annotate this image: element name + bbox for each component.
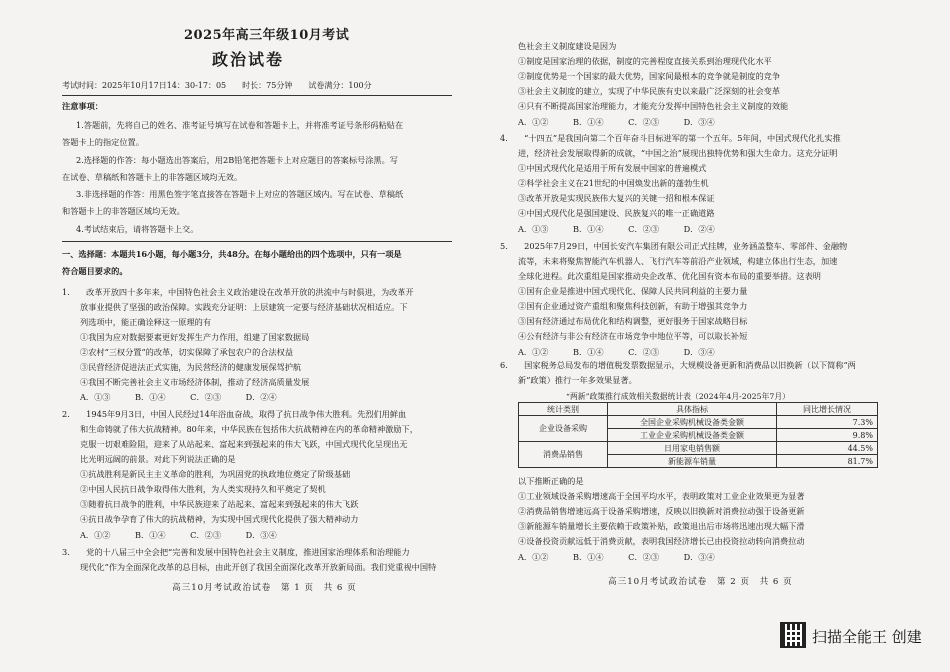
question-4-option: ④中国式现代化是强国建设、民族复兴的唯一正确道路 <box>518 208 715 218</box>
notice-line: 2.选择题的作答：每小题选出答案后，用2B铅笔把答题卡上对应题目的答案标号涂黑。写 <box>76 155 398 165</box>
question-3-option: ③社会主义制度的建立，实现了中华民族有史以来最广泛深刻的社会变革 <box>518 86 781 96</box>
scanner-watermark: 扫描全能王 创建 <box>812 628 922 646</box>
question-4-line: 4. “十四五”是我国向第二个百年奋斗目标进军的第一个五年。5年间，中国式现代化扎实推 <box>500 133 841 143</box>
question-3-option: ①制度是国家治理的依据，制度的完善程度直接关系到治理现代化水平 <box>518 56 772 66</box>
notice-line: 4.考试结束后，请将答题卡上交。 <box>76 224 199 234</box>
table-cell: 工业企业采购机械设备类金额 <box>608 429 777 442</box>
question-5-option: ②国有企业通过资产重组和聚焦科技创新，有助于增强其竞争力 <box>518 301 748 311</box>
question-4-line: 进，经济社会发展取得新的成就，“中国之治”展现出独特优势和强大生命力。这充分证明 <box>518 148 838 158</box>
question-4-option: ③改革开放是实现民族伟大复兴的关键一招和根本保证 <box>518 193 715 203</box>
table-header: 同比增长情况 <box>777 403 878 416</box>
notice-line: 在试卷、草稿纸和答题卡上的非答题区域均无效。 <box>62 172 243 182</box>
table-cell: 9.8% <box>777 429 878 442</box>
question-5-line: 5. 2025年7月29日，中国长安汽车集团有限公司正式挂牌，业务涵盖整车、零部件、金融物 <box>500 241 848 251</box>
question-1-line: 列选项中，能正确诠释这一原理的有 <box>80 317 212 327</box>
question-3-cont: 色社会主义制度建设是因为 <box>518 41 617 51</box>
table-cell: 7.3% <box>777 416 878 429</box>
table-caption: “两新”政策推行成效相关数据统计表（2024年4月-2025年7月） <box>566 392 790 401</box>
section-heading: 一、选择题：本题共16小题，每小题3分，共48分。在每小题给出的四个选项中，只有一项是 <box>62 249 402 259</box>
page-footer: 高三10月考试政治试卷 第 2 页 共 6 页 <box>608 577 793 587</box>
question-3-option: ④只有不断提高国家治理能力，才能充分发挥中国特色社会主义制度的效能 <box>518 101 789 111</box>
question-1-option: ①我国为应对数据要素更好发挥生产力作用，组建了国家数据局 <box>80 332 310 342</box>
question-3-line: 现代化”作为全面深化改革的总目标，由此开创了我国全面深化改革开放新局面。我们党重视中国特 <box>80 562 437 572</box>
question-6-option: ②消费品销售增速远高于设备采购增速，反映以旧换新对消费拉动强于设备更新 <box>518 506 805 516</box>
question-5-option: ④公有经济与非公有经济在市场竞争中地位平等，可以取长补短 <box>518 331 748 341</box>
question-2-option: ③随着抗日战争的胜利，中华民族迎来了站起来、富起来到强起来的伟大飞跃 <box>80 499 359 509</box>
table-cell: 日用家电销售额 <box>608 442 777 455</box>
question-1-line: 放事业提供了坚强的政治保障。实践充分证明：上层建筑一定要与经济基础状况相适应。下 <box>80 302 408 312</box>
table-row <box>519 442 878 455</box>
table-cell: 44.5% <box>777 442 878 455</box>
table-cell: 81.7% <box>777 455 878 468</box>
question-4-option: ②科学社会主义在21世纪的中国焕发出新的蓬勃生机 <box>518 178 709 188</box>
question-2-option: ②中国人民抗日战争取得伟大胜利，为人类实现持久和平奠定了契机 <box>80 484 326 494</box>
question-6-option: ③新能源车销量增长主要依赖于政策补贴，政策退出后市场将迅速出现大幅下滑 <box>518 521 805 531</box>
table-group: 消费品销售 <box>519 442 608 468</box>
stats-table <box>518 402 878 468</box>
question-3-line: 3. 党的十八届三中全会把“完善和发展中国特色社会主义制度，推进国家治理体系和治理能力 <box>62 547 410 557</box>
question-2-line: 比光明远阔的前景。对此下列说法正确的是 <box>80 454 236 464</box>
question-1-option: ③民营经济促进法正式实施，为民营经济的健康发展保驾护航 <box>80 362 302 372</box>
question-6-choices: A．①② B．①④ C．②③ D．③④ <box>518 552 715 562</box>
exam-title: 2025年高三年级10月考试 <box>184 28 350 43</box>
notice-line: 3.非选择题的作答：用黑色签字笔直接答在答题卡上对应的答题区域内。写在试卷、草稿纸 <box>76 189 404 199</box>
question-5-option: ①国有企业是推进中国式现代化、保障人民共同利益的主要力量 <box>518 286 748 296</box>
table-header: 统计类别 <box>519 403 608 416</box>
table-cell: 新能源车销量 <box>608 455 777 468</box>
notice-line: 答题卡上的指定位置。 <box>62 137 144 147</box>
question-2-option: ①抗战胜利是新民主主义革命的胜利，为巩固党的执政地位奠定了阶级基础 <box>80 469 351 479</box>
question-5-choices: A．①② B．①④ C．②③ D．③④ <box>518 347 715 357</box>
question-6-line: 6. 国家税务总局发布的增值税发票数据显示，大规模设备更新和消费品以旧换新（以下简称“两 <box>500 360 856 370</box>
question-5-option: ③国有经济通过布局优化和结构调整，更好服务于国家战略目标 <box>518 316 748 326</box>
question-2-line: 克服一切艰难险阻，迎来了从站起来、富起来到强起来的伟大飞跃，中国式现代化呈现出无 <box>80 439 408 449</box>
question-1-option: ②农村“三权分置”的改革，切实保障了承包农户的合法权益 <box>80 347 294 357</box>
question-2-option: ④抗日战争孕育了伟大的抗战精神，为实现中国式现代化提供了强大精神动力 <box>80 514 359 524</box>
question-1-line: 1. 改革开放四十多年来，中国特色社会主义政治建设在改革开放的洪流中与时俱进，为改革开 <box>62 287 414 297</box>
section-heading: 符合题目要求的。 <box>62 266 128 276</box>
table-group: 企业设备采购 <box>519 416 608 442</box>
qr-code-icon <box>780 622 806 648</box>
question-1-option: ④我国不断完善社会主义市场经济体制，推动了经济高质量发展 <box>80 377 310 387</box>
notice-line: 和答题卡上的非答题区域均无效。 <box>62 206 185 216</box>
question-6-option: ①工业领域设备采购增速高于全国平均水平，表明政策对工业企业效果更为显著 <box>518 491 805 501</box>
question-4-option: ①中国式现代化是适用于所有发展中国家的普遍模式 <box>518 163 707 173</box>
question-3-option: ②制度优势是一个国家的最大优势，国家间最根本的竞争就是制度的竞争 <box>518 71 781 81</box>
question-6-prompt: 以下推断正确的是 <box>518 476 584 486</box>
notice-line: 1.答题前，先将自己的姓名、准考证号填写在试卷和答题卡上，并将准考证号条形码粘贴在 <box>76 120 404 130</box>
question-2-line: 和生命铸就了伟大抗战精神。80年来，中华民族在包括伟大抗战精神在内的革命精神激励下， <box>80 424 418 434</box>
table-header-row <box>519 403 878 416</box>
table-header: 具体指标 <box>608 403 777 416</box>
question-4-choices: A．①③ B．①④ C．②③ D．②④ <box>518 224 715 234</box>
subject-title: 政治试卷 <box>212 50 285 69</box>
divider <box>62 241 452 242</box>
exam-info: 考试时间：2025年10月17日14：30-17：05 时长：75分钟 试卷满分：100分 <box>62 81 372 90</box>
question-2-choices: A．①② B．①④ C．②③ D．③④ <box>80 530 277 540</box>
notice-title: 注意事项： <box>62 101 103 111</box>
question-6-line: 新”政策）推行一年多效果显著。 <box>518 375 637 385</box>
question-3-choices: A．①② B．①④ C．②③ D．③④ <box>518 117 715 127</box>
question-2-line: 2. 1945年9月3日，中国人民经过14年浴血奋战，取得了抗日战争伟大胜利。先烈们用鲜血 <box>62 409 407 419</box>
table-cell: 全国企业采购机械设备类金额 <box>608 416 777 429</box>
divider <box>62 95 452 96</box>
page-footer: 高三10月考试政治试卷 第 1 页 共 6 页 <box>172 583 357 593</box>
question-1-choices: A．①③ B．①④ C．②③ D．②④ <box>80 392 277 402</box>
question-6-option: ④设备投资贡献远低于消费贡献，表明我国经济增长已由投资拉动转向消费拉动 <box>518 536 805 546</box>
question-5-line: 全球化进程。此次重组是国家推动央企改革、优化国有资本布局的重要举措。这表明 <box>518 271 821 281</box>
table-row <box>519 416 878 429</box>
question-5-line: 流等，未来将聚焦智能汽车机器人、飞行汽车等前沿产业领域，构建立体出行生态，加速 <box>518 256 838 266</box>
